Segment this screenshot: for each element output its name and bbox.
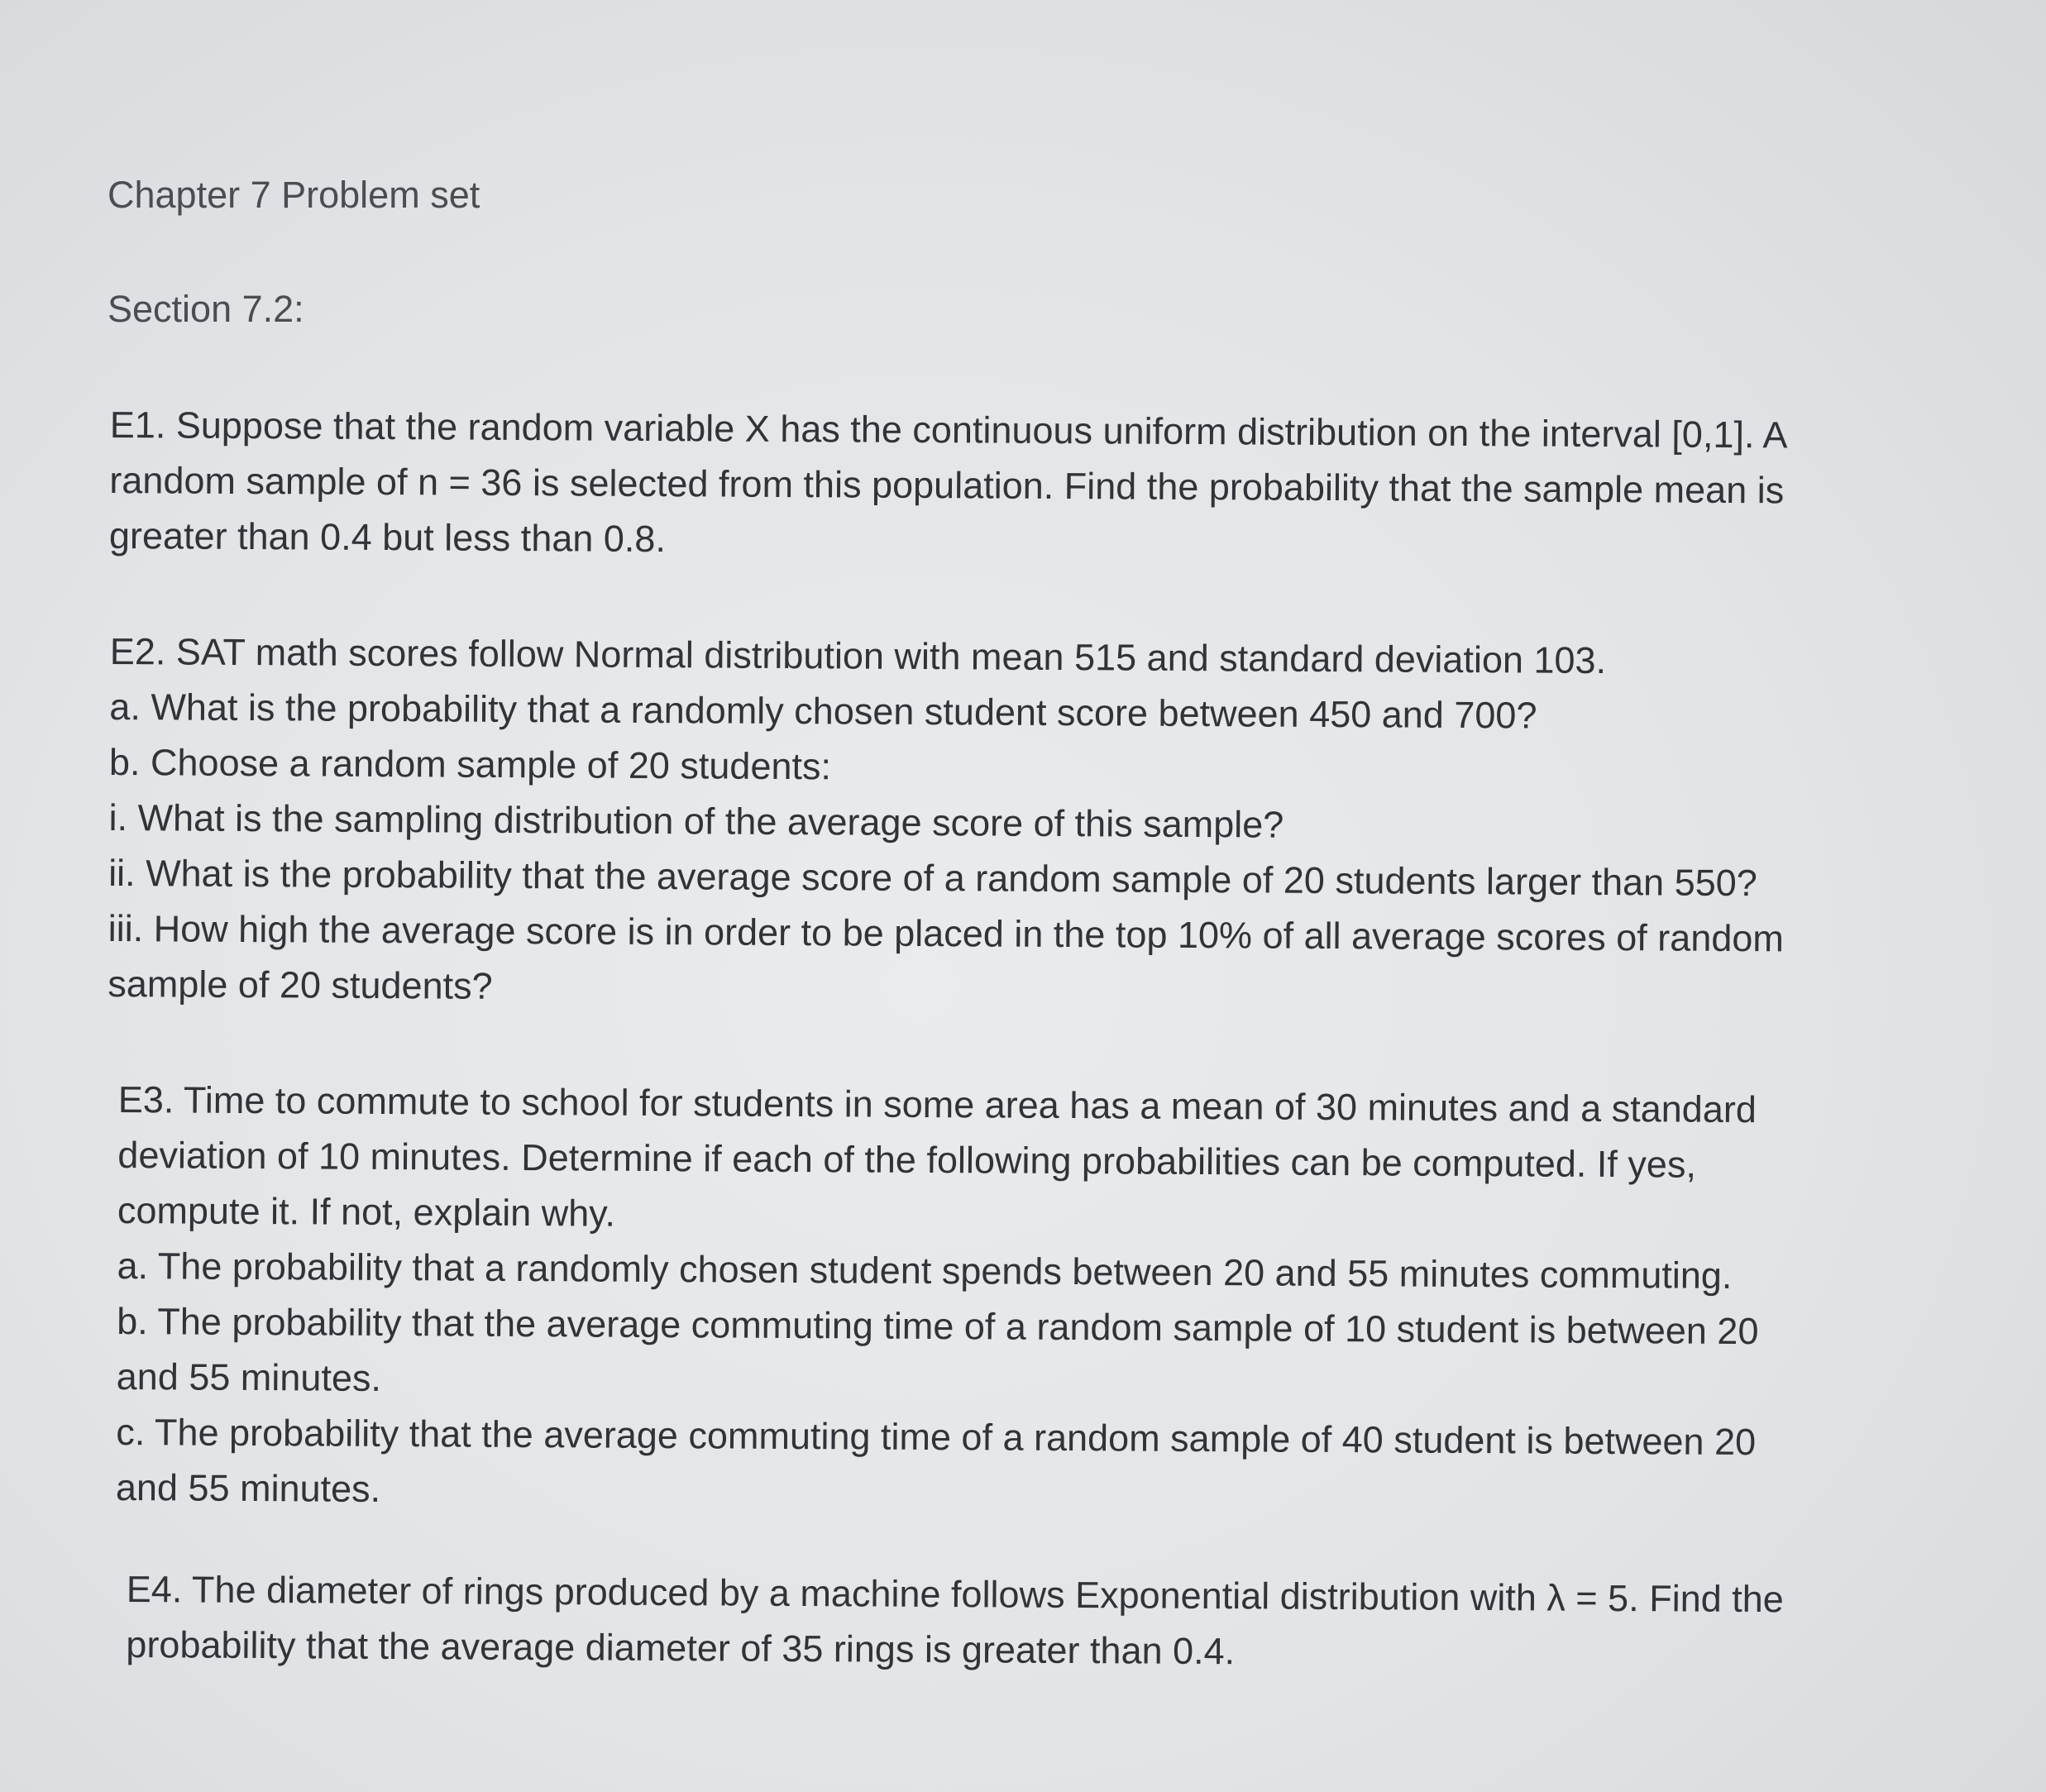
problem-line: greater than 0.4 but less than 0.8. — [108, 514, 667, 561]
problem-line: deviation of 10 minutes. Determine if each of the following probabilities can be computed. If yes, — [117, 1133, 1697, 1186]
document-title: Chapter 7 Problem set — [108, 174, 480, 216]
problem-line: ii. What is the probability that the average score of a random sample of 20 students larger than 550? — [108, 851, 1757, 905]
problem-line: probability that the average diameter of 35 rings is greater than 0.4. — [126, 1622, 1236, 1673]
problem-line: a. What is the probability that a randomly chosen student score between 450 and 700? — [109, 685, 1537, 737]
problem-e3 — [116, 1072, 1971, 1527]
problem-e4 — [126, 1561, 1979, 1684]
problem-line: a. The probability that a randomly chosen student spends between 20 and 55 minutes commuting. — [117, 1244, 1733, 1297]
problem-line: c. The probability that the average commuting time of a random sample of 40 student is between 20 — [116, 1410, 1757, 1464]
problem-line: random sample of n = 36 is selected from this population. Find the probability that the sample mean is — [109, 458, 1785, 512]
problem-e2 — [108, 624, 1962, 1023]
problem-line: E2. SAT math scores follow Normal distribution with mean 515 and standard deviation 103. — [109, 629, 1607, 682]
problem-line: iii. How high the average score is in order to be placed in the top 10% of all average scores of random — [108, 906, 1785, 960]
problem-e1 — [109, 397, 1962, 575]
problem-line: E4. The diameter of rings produced by a machine follows Exponential distribution with λ = 5. Find the — [126, 1567, 1784, 1621]
problem-line: E3. Time to commute to school for students in some area has a mean of 30 minutes and a standard — [117, 1078, 1757, 1131]
problem-line: sample of 20 students? — [108, 962, 493, 1007]
problem-line: b. The probability that the average commuting time of a random sample of 10 student is between 20 — [117, 1299, 1759, 1353]
problem-line: E1. Suppose that the random variable X has the continuous uniform distribution on the interval [0,1]. A — [109, 403, 1788, 456]
problem-line: and 55 minutes. — [115, 1465, 381, 1510]
problem-line: i. What is the sampling distribution of the average score of this sample? — [108, 796, 1284, 846]
problem-line: compute it. If not, explain why. — [117, 1188, 616, 1235]
section-title: Section 7.2: — [108, 288, 304, 330]
problem-line: and 55 minutes. — [116, 1355, 382, 1399]
problem-line: b. Choose a random sample of 20 students: — [108, 740, 832, 788]
